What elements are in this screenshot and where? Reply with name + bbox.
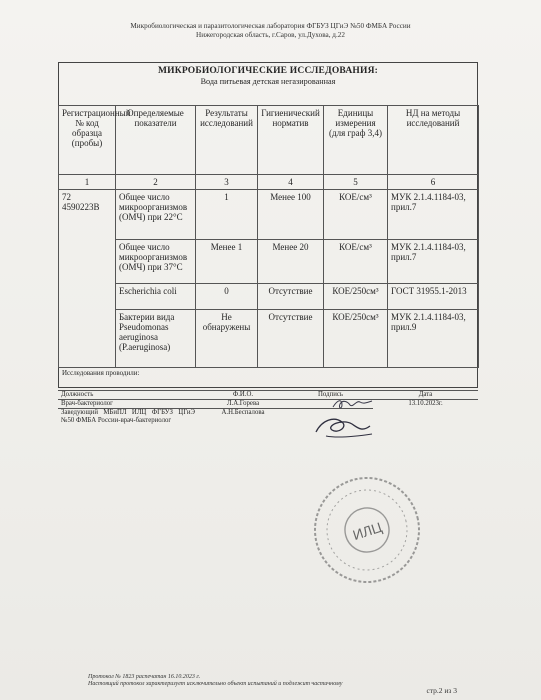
signer-name: Л.А.Горева — [198, 400, 288, 409]
unit-cell: КОЕ/250см³ — [324, 284, 388, 310]
signature-row — [58, 409, 478, 426]
norm-cell: Менее 100 — [258, 190, 324, 240]
table-row — [59, 190, 479, 240]
column-number: 4 — [258, 175, 324, 190]
result-cell: 0 — [196, 284, 258, 310]
document-footer — [88, 674, 342, 688]
lab-name: Микробиологическая и паразитологическая лаборатория ФГБУЗ ЦГиЭ №50 ФМБА России — [130, 22, 411, 30]
column-header: Гигиенический норматив — [258, 106, 324, 175]
norm-cell: Менее 20 — [258, 240, 324, 284]
signatures-header-row — [58, 391, 478, 400]
table-row — [59, 240, 479, 284]
name-header: Ф.И.О. — [198, 391, 288, 400]
sample-code: 72 4590223В — [59, 190, 116, 368]
column-number: 6 — [388, 175, 479, 190]
result-cell: 1 — [196, 190, 258, 240]
column-header: Регистрационный № код образца (пробы) — [59, 106, 116, 175]
column-number: 1 — [59, 175, 116, 190]
method-cell: МУК 2.1.4.1184-03, прил.7 — [388, 240, 479, 284]
signature-bespalova — [312, 412, 376, 440]
indicator-cell: Общее число микроорганизмов (ОМЧ) при 22°С — [116, 190, 196, 240]
indicator-cell: Общее число микроорганизмов (ОМЧ) при 37°С — [116, 240, 196, 284]
result-cell: Менее 1 — [196, 240, 258, 284]
method-cell: МУК 2.1.4.1184-03, прил.7 — [388, 190, 479, 240]
results-table — [58, 105, 479, 368]
research-by-label: Исследования проводили: — [62, 369, 140, 377]
method-cell: МУК 2.1.4.1184-03, прил.9 — [388, 310, 479, 368]
norm-cell: Отсутствие — [258, 310, 324, 368]
column-header: Единицы измерения (для граф 3,4) — [324, 106, 388, 175]
date-cell — [373, 409, 478, 426]
table-header-row — [59, 106, 479, 175]
footer-print-note: Протокол № 1823 распечатан 16.10.2023 г. — [88, 674, 201, 680]
indicator-cell: Бактерии вида Pseudomonas aeruginosa (P.aeruginosa) — [116, 310, 196, 368]
lab-address: Нижегородская область, г.Саров, ул.Духова, д.22 — [196, 31, 345, 39]
indicator-cell: Escherichia coli — [116, 284, 196, 310]
sample-description: Вода питьевая детская негазированная — [200, 77, 336, 86]
section-title: МИКРОБИОЛОГИЧЕСКИЕ ИССЛЕДОВАНИЯ: — [157, 66, 379, 76]
unit-cell: КОЕ/250см³ — [324, 310, 388, 368]
signature-header: Подпись — [288, 391, 373, 400]
column-number-row — [59, 175, 479, 190]
signer-position: Заведующий МБиПЛ ИЛЦ ФГБУЗ ЦГиЭ №50 ФМБА России-врач-бактериолог — [61, 409, 195, 424]
footer-disclaimer: Настоящий протокол характеризует исключительно объект испытаний и подлежит частичному — [88, 681, 343, 687]
table-row — [59, 310, 479, 368]
column-number: 5 — [324, 175, 388, 190]
signer-name: А.Н.Беспалова — [221, 409, 265, 416]
date-header: Дата — [373, 391, 478, 400]
column-header: Результаты исследований — [196, 106, 258, 175]
page-number: стр.2 из 3 — [426, 686, 457, 695]
unit-cell: КОЕ/см³ — [324, 240, 388, 284]
column-header: Определяемые показатели — [116, 106, 196, 175]
column-number: 2 — [116, 175, 196, 190]
column-header: НД на методы исследований — [388, 106, 479, 175]
result-cell: Не обнаружены — [196, 310, 258, 368]
stamp-text: ИЛЦ — [350, 518, 384, 544]
column-number: 3 — [196, 175, 258, 190]
position-header: Должность — [58, 391, 198, 400]
signature-row — [58, 400, 478, 409]
unit-cell: КОЕ/см³ — [324, 190, 388, 240]
method-cell: ГОСТ 31955.1-2013 — [388, 284, 479, 310]
lab-header — [0, 22, 541, 40]
norm-cell: Отсутствие — [258, 284, 324, 310]
table-row — [59, 284, 479, 310]
official-stamp — [292, 470, 442, 590]
signature-goreva — [330, 396, 376, 412]
signature-date: 13.10.2023г. — [408, 400, 443, 407]
signer-position: Врач-бактериолог — [58, 400, 198, 409]
signatures-table — [58, 390, 478, 425]
